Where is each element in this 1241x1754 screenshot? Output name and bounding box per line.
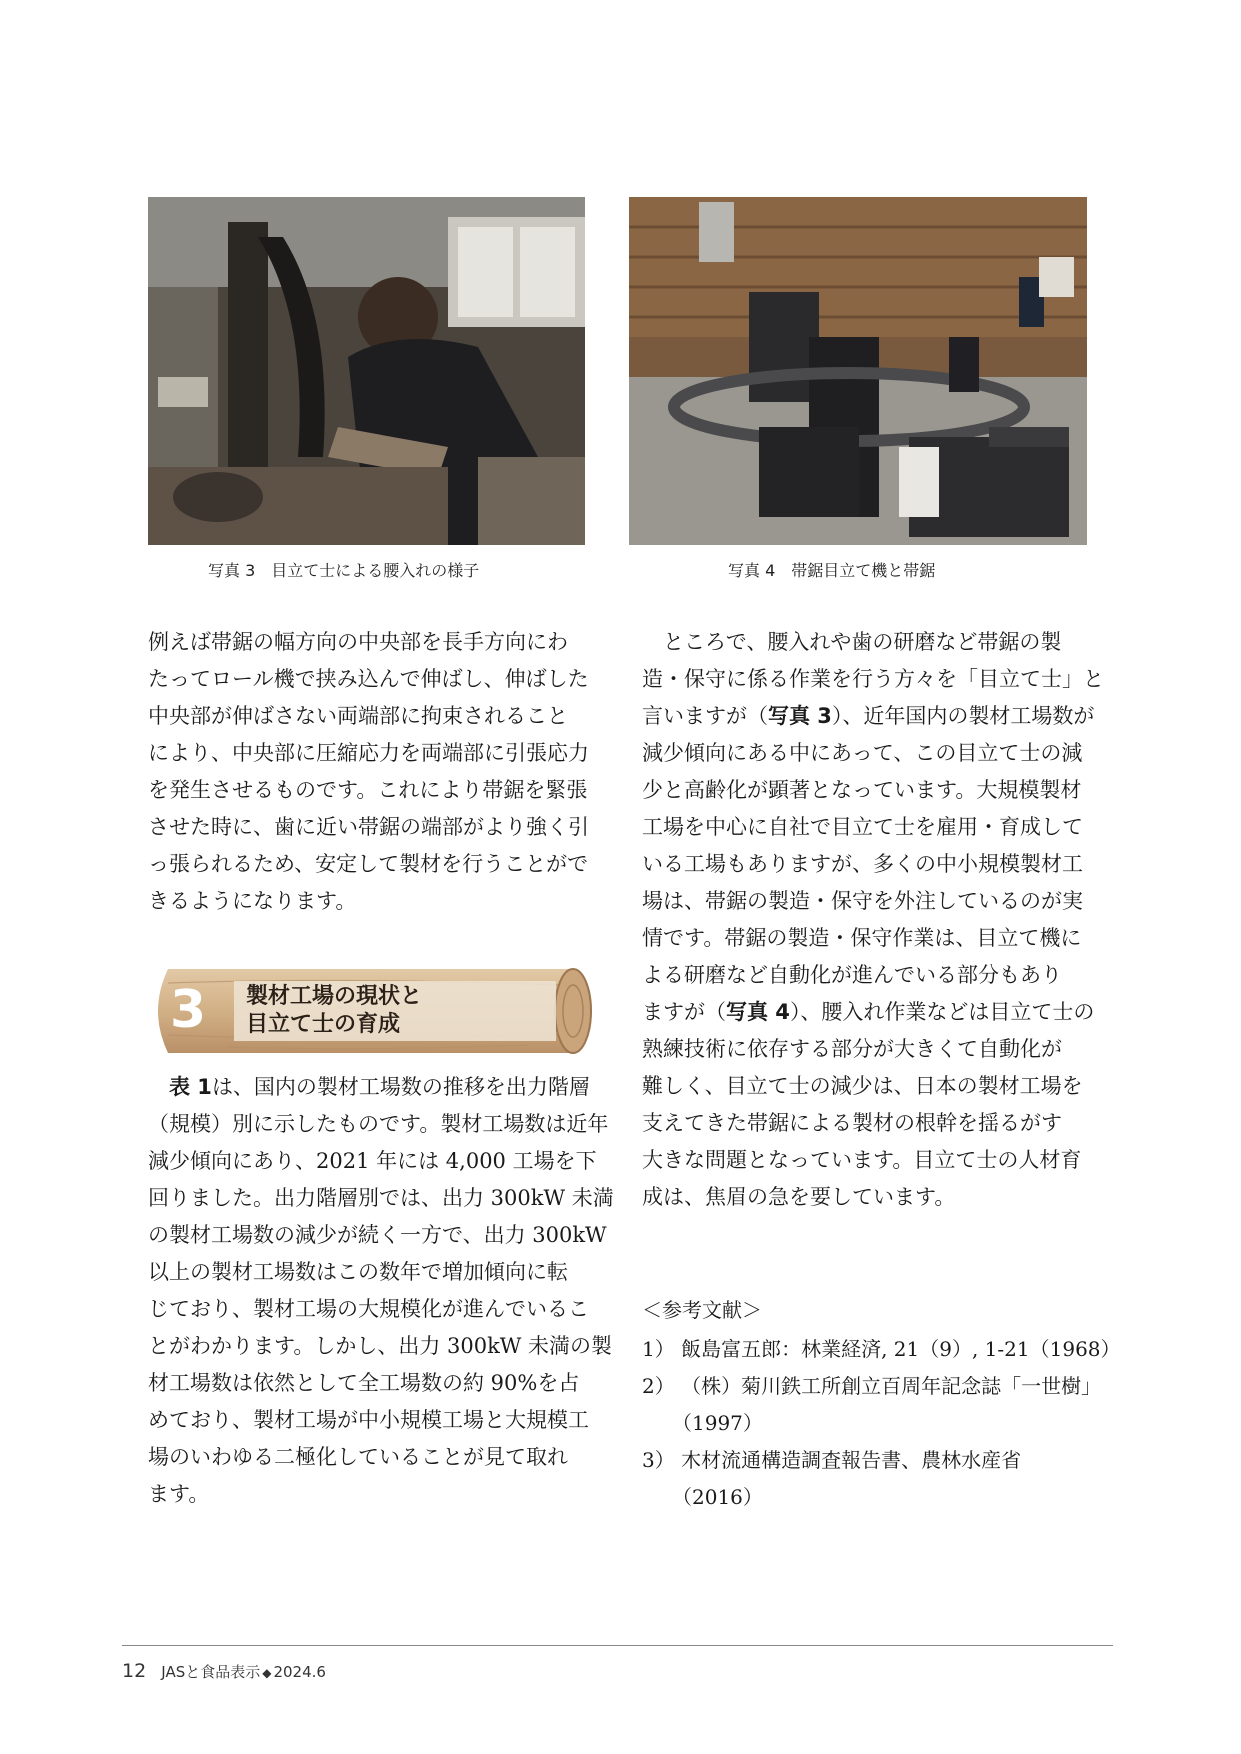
text-line: たってロール機で挟み込んで伸ばし、伸ばした [148,667,589,691]
publication-name [161,1663,326,1681]
text-line: 場は、帯鋸の製造・保守を外注しているのが実 [642,889,1083,913]
photo-4-caption: 写真 4 帯鋸目立て機と帯鋸 [728,561,936,580]
text-line: 造・保守に係る作業を行う方々を「目立て士」と [642,667,1104,691]
page-footer [122,1660,326,1682]
text-line [148,1069,596,1106]
text-line: （規模）別に示したものです。製材工場数は近年 [148,1112,609,1136]
reference-item: 1） 飯島富五郎：林業経済, 21（9）, 1-21（1968） [642,1337,1121,1361]
photo-3-caption: 写真 3 目立て士による腰入れの様子 [208,561,480,580]
text-line: っ張られるため、安定して製材を行うことがで [148,852,589,876]
text-line: 少と高齢化が顕著となっています。大規模製材 [642,778,1082,802]
page-number: 12 [122,1660,147,1682]
text-line: 難しく、目立て士の減少は、日本の製材工場を [642,1074,1083,1098]
text-line: 場のいわゆる二極化していることが見て取れ [148,1445,568,1469]
text-line: により、中央部に圧縮応力を両端部に引張応力 [148,741,589,765]
text-line [642,994,1095,1031]
right-paragraph [642,624,1104,1216]
text-line [642,624,1090,661]
footer-rule [122,1645,1113,1646]
text-line: 材工場数は依然として全工場数の約 90%を占 [148,1371,580,1395]
table-ref-bold: 表 1 [169,1075,212,1099]
photo-3-image [148,197,585,545]
text-run: ますが（ [642,1000,726,1024]
text-line: を発生させるものです。これにより帯鋸を緊張 [148,778,588,802]
reference-item: 3） 木材流通構造調査報告書、農林水産省 [642,1448,1022,1472]
references [642,1292,1121,1516]
text-line: 熟練技術に依存する部分が大きくて自動化が [642,1037,1062,1061]
photo-ref-bold: 写真 3 [768,704,832,728]
text-line: 情です。帯鋸の製造・保守作業は、目立て機に [642,926,1082,950]
text-run: 言いますが（ [642,704,768,728]
photo-3-worker-leveling-saw [148,197,585,545]
diamond-icon: ◆ [262,1666,272,1680]
text-run: は、国内の製材工場数の推移を出力階層 [211,1075,590,1099]
text-line: ます。 [148,1482,210,1506]
section-number: 3 [170,980,207,1040]
text-line: 工場を中心に自社で目立て士を雇用・育成して [642,815,1083,839]
text-line: 例えば帯鋸の幅方向の中央部を長手方向にわ [148,630,568,654]
text-line: とがわかります。しかし、出力 300kW 未満の製 [148,1334,613,1358]
text-line: いる工場もありますが、多くの中小規模製材工 [642,852,1083,876]
left-paragraph-1 [148,624,596,920]
issue-date: 2024.6 [273,1663,326,1681]
text-line: 大きな問題となっています。目立て士の人材育 [642,1148,1082,1172]
left-paragraph-2 [148,1069,614,1513]
text-run: ）、近年国内の製材工場数が [831,704,1095,728]
references-title: ＜参考文献＞ [642,1298,762,1322]
reference-item-continued: （2016） [672,1485,763,1509]
photo-ref-bold: 写真 4 [726,1000,790,1024]
text-line: 減少傾向にある中にあって、この目立て士の減 [642,741,1083,765]
photo-4-image [629,197,1087,545]
text-line: 成は、焦眉の急を要しています。 [642,1185,956,1209]
text-line: 回りました。出力階層別では、出力 300kW 未満 [148,1186,614,1210]
publication-title: JASと食品表示 [161,1663,261,1681]
text-line: 中央部が伸ばさない両端部に拘束されること [148,704,568,728]
text-line: きるようになります。 [148,889,357,913]
section-title-line-2: 目立て士の育成 [246,1012,401,1037]
text-line: 支えてきた帯鋸による製材の根幹を揺るがす [642,1111,1062,1135]
section-title-line-1: 製材工場の現状と [246,984,423,1009]
text-line: 以上の製材工場数はこの数年で増加傾向に転 [148,1260,568,1284]
text-line: じており、製材工場の大規模化が進んでいるこ [148,1297,589,1321]
text-run: ところで、腰入れや歯の研磨など帯鋸の製 [663,630,1062,654]
section-heading-3 [148,963,593,1059]
reference-item-continued: （1997） [672,1411,763,1435]
text-line: 減少傾向にあり、2021 年には 4,000 工場を下 [148,1149,597,1173]
photo-4-saw-sharpening-machine [629,197,1087,545]
text-line: めており、製材工場が中小規模工場と大規模工 [148,1408,589,1432]
text-line [642,698,1095,735]
text-line: の製材工場数の減少が続く一方で、出力 300kW [148,1223,607,1247]
text-run: ）、腰入れ作業などは目立て士の [789,1000,1095,1024]
reference-item: 2） （株）菊川鉄工所創立百周年記念誌「一世樹」 [642,1374,1102,1398]
text-line: させた時に、歯に近い帯鋸の端部がより強く引 [148,815,589,839]
text-line: よる研磨など自動化が進んでいる部分もあり [642,963,1062,987]
